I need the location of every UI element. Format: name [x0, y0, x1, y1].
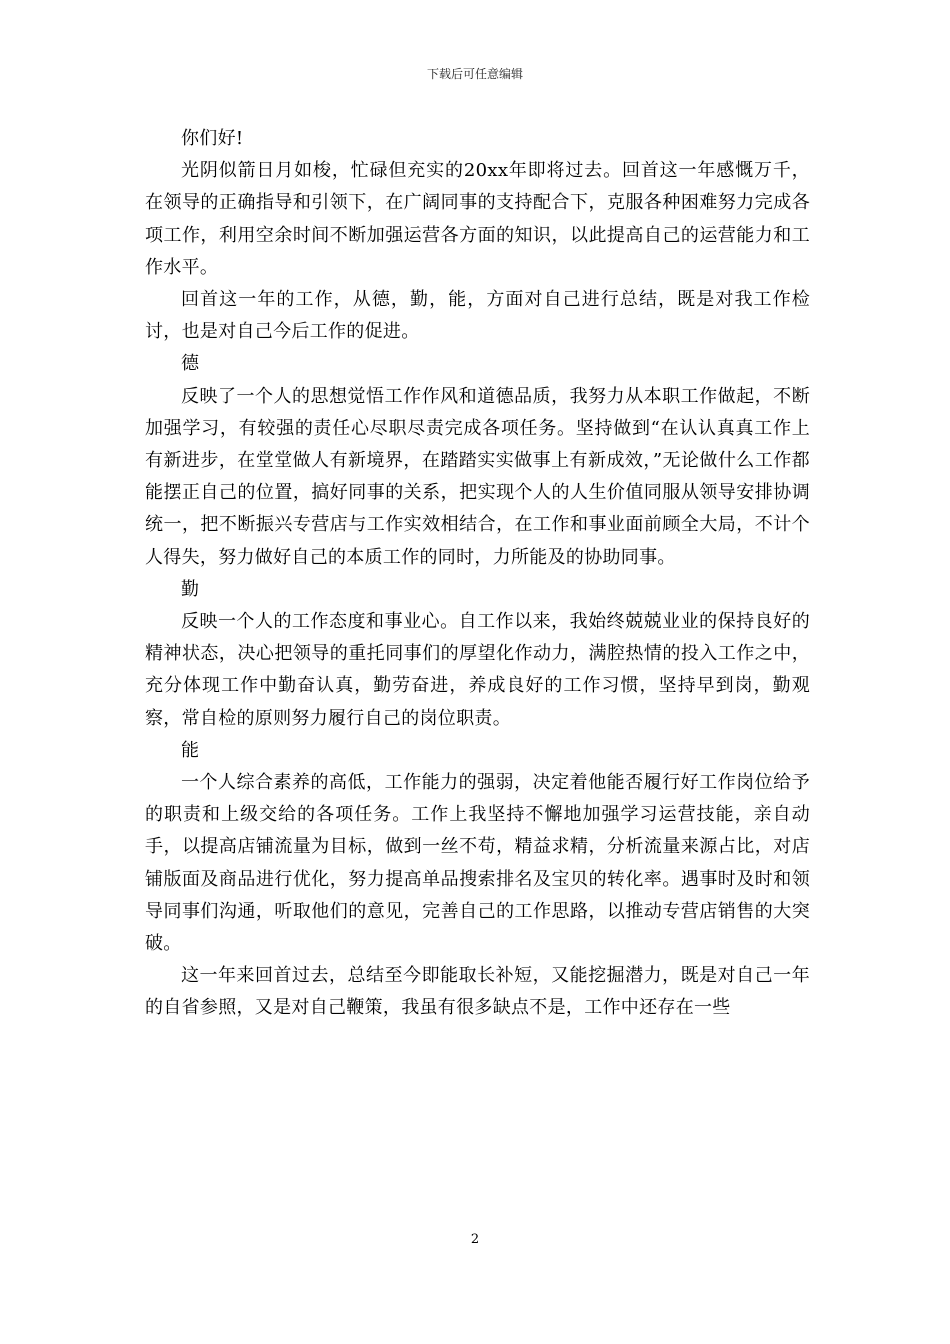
- section-heading-de: 德: [181, 353, 200, 375]
- neng-paragraph: 一个人综合素养的高低，工作能力的强弱，决定着他能否履行好工作岗位给予的职责和上级交给的各项任务。工作上我坚持不懈地加强学习运营技能，亲自动手，以提高店铺流量为目标，做到一丝不苟，精益求精，分析流量来源占比，对店铺版面及商品进行优化，努力提高单品搜索排名及宝贝的转化率。遇事时及时和领导同事们沟通，听取他们的意见，完善自己的工作思路，以推动专营店销售的大突破。: [145, 772, 810, 955]
- qin-paragraph: 反映一个人的工作态度和事业心。自工作以来，我始终兢兢业业的保持良好的精神状态，决心把领导的重托同事们的厚望化作动力，满腔热情的投入工作之中，充分体现工作中勤奋认真，勤劳奋进，养成良好的工作习惯，坚持早到岗，勤观察，常自检的原则努力履行自己的岗位职责。: [145, 611, 810, 729]
- summary-paragraph: 这一年来回首过去，总结至今即能取长补短，又能挖掘潜力，既是对自己一年的自省参照，又是对自己鞭策，我虽有很多缺点不是，工作中还存在一些: [145, 965, 810, 1019]
- document-body: [145, 123, 810, 1025]
- section-heading-neng: 能: [181, 739, 200, 761]
- greeting-paragraph: 你们好!: [181, 128, 244, 149]
- overview-paragraph: 回首这一年的工作，从德，勤，能，方面对自己进行总结，既是对我工作检讨，也是对自己今后工作的促进。: [145, 289, 810, 343]
- intro-paragraph: 光阴似箭日月如梭，忙碌但充实的20xx年即将过去。回首这一年感慨万千，在领导的正确指导和引领下，在广阔同事的支持配合下，克服各种困难努力完成各项工作，利用空余时间不断加强运营各方面的知识，以此提高自己的运营能力和工作水平。: [145, 160, 810, 278]
- page-header: 下载后可任意编辑: [426, 67, 523, 81]
- de-paragraph: 反映了一个人的思想觉悟工作作风和道德品质，我努力从本职工作做起，不断加强学习，有较强的责任心尽职尽责完成各项任务。坚持做到“在认认真真工作上有新进步，在堂堂做人有新境界，在踏踏实实做事上有新成效，”无论做什么工作都能摆正自己的位置，搞好同事的关系，把实现个人的人生价值同服从领导安排协调统一，把不断振兴专营店与工作实效相结合，在工作和事业面前顾全大局，不计个人得失，努力做好自己的本质工作的同时，力所能及的协助同事。: [145, 385, 810, 568]
- page-number: 2: [470, 1232, 480, 1247]
- section-heading-qin: 勤: [181, 578, 200, 600]
